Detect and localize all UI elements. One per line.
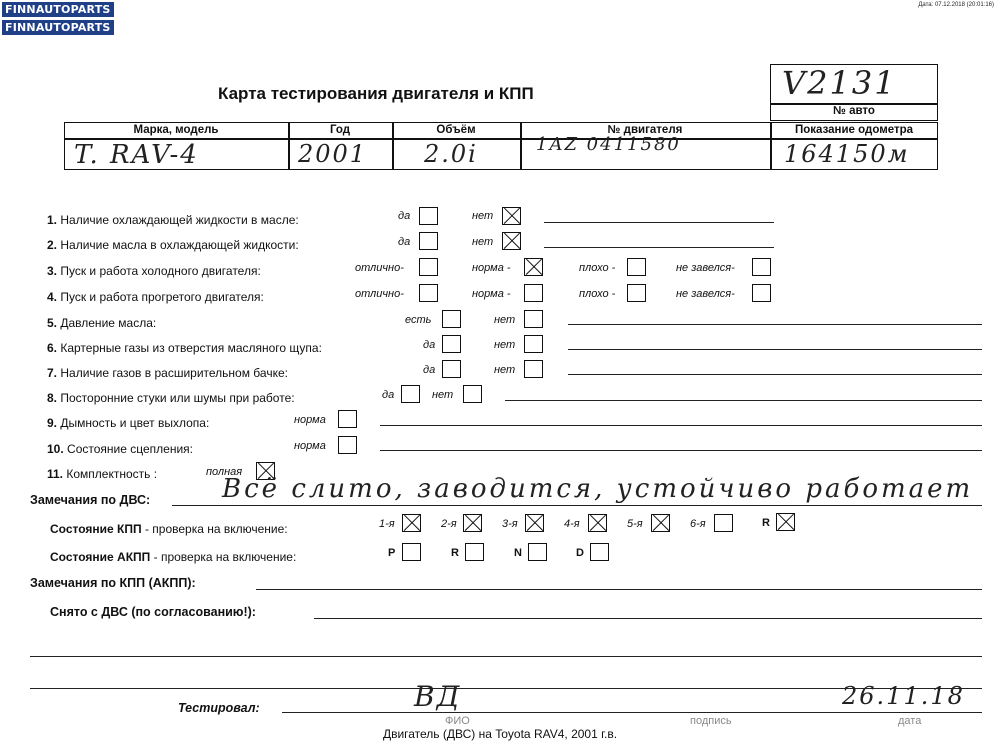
checkbox-q6-yes[interactable] (442, 335, 461, 353)
checkbox-q10-normal[interactable] (338, 436, 357, 454)
checkbox-q1-no[interactable] (502, 207, 521, 225)
checkbox-q4-excellent[interactable] (419, 284, 438, 302)
mode-label: N (514, 547, 522, 559)
checkbox-q8-no[interactable] (463, 385, 482, 403)
checkbox-gear-reverse[interactable] (776, 513, 795, 531)
checkbox-mode-p[interactable] (402, 543, 421, 561)
checkbox-q3-normal[interactable] (524, 258, 543, 276)
value-volume: 2.0i (424, 140, 478, 168)
answer-line (568, 374, 982, 375)
form-title: Карта тестирования двигателя и КПП (218, 84, 534, 103)
option-label: нет (432, 389, 454, 401)
auto-number-value: V2131 (782, 64, 897, 102)
option-label: не завелся- (676, 288, 735, 300)
question-11: 11. Комплектность : (47, 467, 158, 481)
option-label: нет (472, 236, 494, 248)
option-label: нет (472, 210, 494, 222)
answer-line (380, 450, 982, 451)
mode-label: P (388, 547, 396, 559)
option-label: нет (494, 339, 516, 351)
mode-label: D (576, 547, 584, 559)
auto-number-label: № авто (833, 105, 875, 117)
checkbox-q4-normal[interactable] (524, 284, 543, 302)
gear-label: R (762, 517, 770, 529)
answer-line (256, 589, 982, 590)
checkbox-q6-no[interactable] (524, 335, 543, 353)
option-label: норма - (472, 288, 511, 300)
option-label: норма (294, 440, 326, 452)
signature-line (282, 712, 982, 713)
option-label: норма (294, 414, 326, 426)
blank-line (30, 656, 982, 657)
value-year: 2001 (298, 140, 368, 168)
answer-line (505, 400, 982, 401)
answer-line (568, 324, 982, 325)
gear-label: 1-я (379, 518, 395, 530)
checkbox-q5-present[interactable] (442, 310, 461, 328)
option-label: да (423, 339, 436, 351)
checkbox-q8-yes[interactable] (401, 385, 420, 403)
akpp-row-label: Состояние АКПП - проверка на включение: (50, 550, 297, 564)
gear-label: 5-я (627, 518, 643, 530)
answer-line (544, 222, 774, 223)
checkbox-q7-yes[interactable] (442, 360, 461, 378)
gear-label: 4-я (564, 518, 580, 530)
date-stamp: Дата: 07.12.2018 (20:01:16) (918, 2, 994, 8)
answer-line (314, 618, 982, 619)
option-label: да (382, 389, 395, 401)
checkbox-mode-d[interactable] (590, 543, 609, 561)
question-9: 9. Дымность и цвет выхлопа: (47, 416, 210, 430)
option-label: отлично- (355, 262, 404, 274)
checkbox-q3-bad[interactable] (627, 258, 646, 276)
option-label: нет (494, 314, 516, 326)
header-volume: Объём (436, 124, 476, 136)
tester-fio-value: ВД (414, 680, 462, 713)
header-make-model: Марка, модель (133, 124, 219, 136)
checkbox-gear-3[interactable] (525, 514, 544, 532)
option-label: да (423, 364, 436, 376)
option-label: отлично- (355, 288, 404, 300)
answer-line (172, 505, 982, 506)
answer-line (568, 349, 982, 350)
option-label: не завелся- (676, 262, 735, 274)
checkbox-mode-n[interactable] (528, 543, 547, 561)
tested-label: Тестировал: (178, 701, 260, 715)
checkbox-q5-absent[interactable] (524, 310, 543, 328)
checkbox-q2-no[interactable] (502, 232, 521, 250)
value-make-model: T. RAV-4 (74, 140, 199, 170)
question-10: 10. Состояние сцепления: (47, 442, 193, 456)
question-8: 8. Посторонние стуки или шумы при работе: (47, 391, 295, 405)
option-label: нет (494, 364, 516, 376)
checkbox-gear-4[interactable] (588, 514, 607, 532)
question-5: 5. Давление масла: (47, 316, 157, 330)
checkbox-mode-r[interactable] (465, 543, 484, 561)
fio-label: ФИО (445, 715, 470, 727)
answer-line (380, 425, 982, 426)
header-year: Год (329, 124, 351, 136)
value-odometer: 164150м (784, 140, 910, 168)
checkbox-q1-yes[interactable] (419, 207, 438, 225)
option-label: полная (206, 466, 243, 478)
option-label: плохо - (579, 262, 616, 274)
checkbox-q7-no[interactable] (524, 360, 543, 378)
option-label: да (398, 210, 411, 222)
mode-label: R (451, 547, 459, 559)
header-odometer: Показание одометра (795, 124, 913, 136)
option-label: есть (405, 314, 432, 326)
date-label: дата (898, 715, 922, 727)
question-2: 2. Наличие масла в охлаждающей жидкости: (47, 238, 299, 252)
blank-line (30, 688, 982, 689)
image-caption: Двигатель (ДВС) на Toyota RAV4, 2001 г.в. (382, 727, 618, 741)
checkbox-gear-5[interactable] (651, 514, 670, 532)
question-1: 1. Наличие охлаждающей жидкости в масле: (47, 213, 299, 227)
answer-line (544, 247, 774, 248)
gear-label: 6-я (690, 518, 706, 530)
checkbox-q9-normal[interactable] (338, 410, 357, 428)
question-6: 6. Картерные газы из отверстия масляного щупа: (47, 341, 322, 355)
option-label: плохо - (579, 288, 616, 300)
checkbox-q2-yes[interactable] (419, 232, 438, 250)
header-engine-number: № двигателя (607, 124, 683, 136)
checkbox-gear-1[interactable] (402, 514, 421, 532)
engine-remarks-label: Замечания по ДВС: (30, 493, 151, 507)
watermark-logo-secondary: FINNAUTOPARTS (2, 20, 114, 35)
checkbox-q3-excellent[interactable] (419, 258, 438, 276)
checkbox-q3-not-started[interactable] (752, 258, 771, 276)
gear-label: 2-я (441, 518, 457, 530)
option-label: да (398, 236, 411, 248)
question-7: 7. Наличие газов в расширительном бачке: (47, 366, 288, 380)
value-engine-number: 1AZ 0411580 (536, 134, 681, 155)
checkbox-gear-2[interactable] (463, 514, 482, 532)
kpp-row-label: Состояние КПП - проверка на включение: (50, 522, 288, 536)
kpp-remarks-label: Замечания по КПП (АКПП): (30, 576, 196, 590)
checkbox-q4-bad[interactable] (627, 284, 646, 302)
question-3: 3. Пуск и работа холодного двигателя: (47, 264, 261, 278)
tested-date-value: 26.11.18 (842, 682, 965, 710)
engine-remarks-value: Всё слито, заводится, устойчиво работает (222, 474, 974, 504)
option-label: норма - (472, 262, 511, 274)
removed-label: Снято с ДВС (по согласованию!): (50, 605, 256, 619)
question-4: 4. Пуск и работа прогретого двигателя: (47, 290, 264, 304)
watermark-logo: FINNAUTOPARTS (2, 2, 114, 17)
checkbox-q4-not-started[interactable] (752, 284, 771, 302)
gear-label: 3-я (502, 518, 518, 530)
signature-label: подпись (690, 715, 732, 727)
checkbox-gear-6[interactable] (714, 514, 733, 532)
